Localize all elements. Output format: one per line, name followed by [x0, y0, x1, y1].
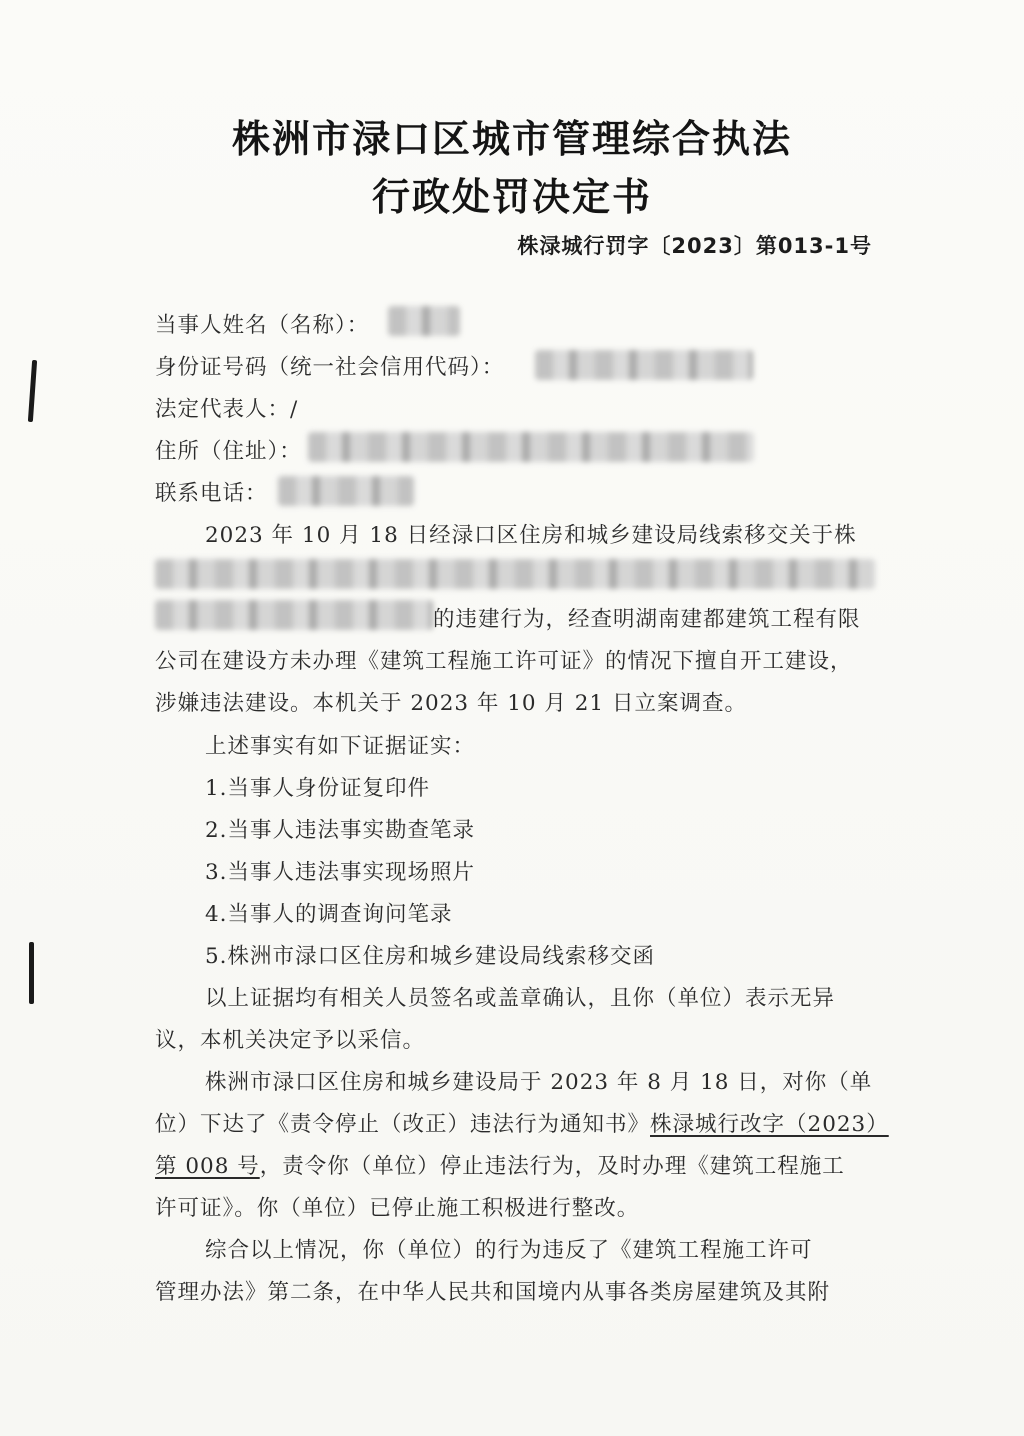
- evidence-item: 3.当事人违法事实现场照片: [205, 860, 476, 885]
- para4-line2: [155, 1107, 889, 1138]
- para4-line2-text: 位）下达了《责令停止（改正）违法行为通知书》: [155, 1112, 651, 1137]
- para5-line2: 管理办法》第二条，在中华人民共和国境内从事各类房屋建筑及其附: [155, 1280, 831, 1305]
- para4-line4: 许可证》。你（单位）已停止施工积极进行整改。: [155, 1196, 640, 1221]
- para1-line4: 公司在建设方未办理《建筑工程施工许可证》的情况下擅自开工建设，: [155, 649, 853, 674]
- rectification-doc-number: 第 008 号: [155, 1154, 260, 1179]
- party-address-label: 住所（住址）：: [155, 439, 302, 464]
- party-phone-label: 联系电话：: [155, 481, 268, 506]
- evidence-item: 4.当事人的调查询问笔录: [205, 902, 453, 927]
- para3-line2: 议，本机关决定予以采信。: [155, 1028, 426, 1053]
- para4-line1: 株洲市渌口区住房和城乡建设局于 2023 年 8 月 18 日，对你（单: [205, 1070, 873, 1095]
- redacted-location-cont: [155, 600, 433, 630]
- para5-line1: 综合以上情况，你（单位）的行为违反了《建筑工程施工许可: [205, 1238, 813, 1263]
- document-title-line2: 行政处罚决定书: [371, 175, 652, 219]
- para3-line1: 以上证据均有相关人员签名或盖章确认，且你（单位）表示无异: [205, 986, 836, 1011]
- redacted-id: [535, 350, 753, 380]
- redacted-name: [388, 306, 460, 336]
- para1-line5: 涉嫌违法建设。本机关于 2023 年 10 月 21 日立案调查。: [155, 691, 747, 716]
- para4-line3: [155, 1149, 845, 1180]
- redacted-location: [155, 559, 875, 589]
- party-id-label: 身份证号码（统一社会信用代码）：: [155, 355, 505, 380]
- document-title-line1: 株洲市渌口区城市管理综合执法: [231, 117, 792, 161]
- evidence-item: 1.当事人身份证复印件: [205, 776, 431, 801]
- party-rep-label: 法定代表人：/: [155, 397, 299, 422]
- para1-line1: 2023 年 10 月 18 日经渌口区住房和城乡建设局线索移交关于株: [205, 523, 857, 548]
- evidence-item: 2.当事人违法事实勘查笔录: [205, 818, 476, 843]
- evidence-item: 5.株洲市渌口区住房和城乡建设局线索移交函: [205, 944, 656, 969]
- evidence-intro: 上述事实有如下证据证实：: [205, 734, 476, 759]
- binding-mark-bottom: [29, 942, 34, 1004]
- party-name-label: 当事人姓名（名称）：: [155, 313, 370, 338]
- document-number: 株渌城行罚字〔2023〕第013-1号: [517, 234, 872, 258]
- redacted-address: [308, 432, 754, 462]
- binding-mark-top: [28, 360, 37, 422]
- rectification-doc-ref: 株渌城行改字（2023）: [650, 1112, 889, 1137]
- para4-line3-text: ，责令你（单位）停止违法行为，及时办理《建筑工程施工: [259, 1154, 845, 1179]
- para1-line3: 的违建行为，经查明湖南建都建筑工程有限: [433, 607, 861, 632]
- redacted-phone: [278, 476, 414, 506]
